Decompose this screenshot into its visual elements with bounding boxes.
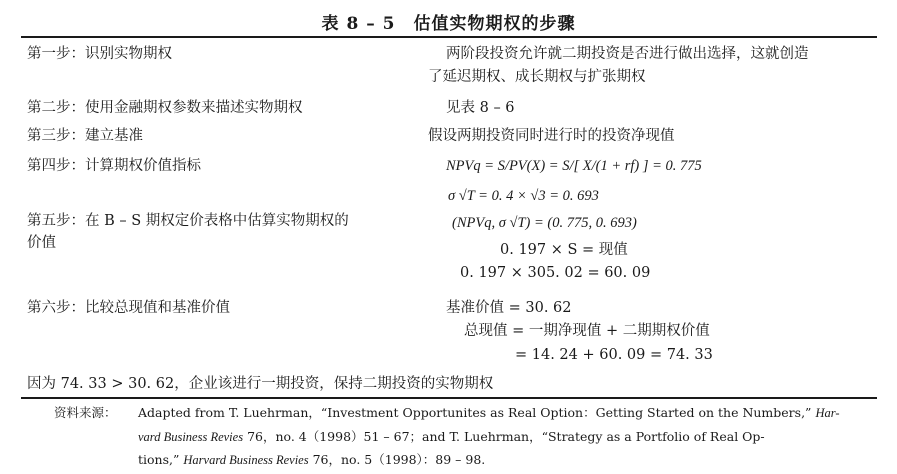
table-title: 表 8 – 5 估值实物期权的步骤 bbox=[321, 14, 576, 34]
total-pv-definition: 总现值 = 一期净现值 + 二期期权价值 bbox=[464, 323, 710, 339]
bottom-rule bbox=[21, 397, 877, 399]
source-line3-italic: Harvard Business Revies bbox=[183, 453, 309, 467]
step-5-line1: 第五步：在 B – S 期权定价表格中估算实物期权的 bbox=[27, 213, 349, 229]
step-4: 第四步：计算期权价值指标 bbox=[27, 158, 201, 174]
baseline-value: 基准价值 = 30. 62 bbox=[446, 300, 572, 316]
step-2-desc: 见表 8 – 6 bbox=[446, 100, 515, 116]
conclusion: 因为 74. 33 > 30. 62，企业该进行一期投资，保持二期投资的实物期权 bbox=[27, 376, 494, 392]
step-2: 第二步：使用金融期权参数来描述实物期权 bbox=[27, 100, 303, 116]
source-line1-italic: Har- bbox=[815, 406, 840, 420]
step-1: 第一步：识别实物期权 bbox=[27, 46, 172, 62]
npv-formula: NPVq = S/PV(X) = S/[ X/(1 + rf) ] = 0. 775 bbox=[446, 158, 702, 174]
top-rule bbox=[21, 36, 877, 38]
option-value-calc: 0. 197 × 305. 02 = 60. 09 bbox=[460, 265, 651, 281]
source-line1 bbox=[138, 402, 840, 424]
source-line1-text: Adapted from T. Luehrman，“Investment Opportunites as Real Option：Getting Started on the Numbers,” bbox=[138, 405, 812, 420]
source-line2-text: 76，no. 4（1998）51 – 67；and T. Luehrman，“Strategy as a Portfolio of Real Op- bbox=[247, 429, 765, 444]
step-1-desc-line1: 两阶段投资允许就二期投资是否进行做出选择，这就创造 bbox=[446, 46, 809, 62]
source-label: 资料来源： bbox=[54, 405, 117, 420]
sigma-formula: σ √T = 0. 4 × √3 = 0. 693 bbox=[448, 188, 599, 204]
total-pv-calc: = 14. 24 + 60. 09 = 74. 33 bbox=[515, 347, 713, 363]
source-line3-text-a: tions,” bbox=[138, 452, 180, 467]
source-line2 bbox=[138, 426, 765, 448]
source-line3 bbox=[138, 449, 485, 471]
step-6: 第六步：比较总现值和基准价值 bbox=[27, 300, 230, 316]
step-1-desc-line2: 了延迟期权、成长期权与扩张期权 bbox=[428, 69, 646, 85]
step-3-desc: 假设两期投资同时进行时的投资净现值 bbox=[428, 128, 675, 144]
source-line2-italic: vard Business Revies bbox=[138, 430, 244, 444]
bs-lookup-formula: (NPVq, σ √T) = (0. 775, 0. 693) bbox=[452, 215, 637, 231]
source-line3-text-c: 76，no. 5（1998）：89 – 98. bbox=[312, 452, 486, 467]
step-5-line2: 价值 bbox=[27, 235, 56, 251]
step-3: 第三步：建立基准 bbox=[27, 128, 143, 144]
bs-value-formula: 0. 197 × S = 现值 bbox=[500, 242, 628, 258]
